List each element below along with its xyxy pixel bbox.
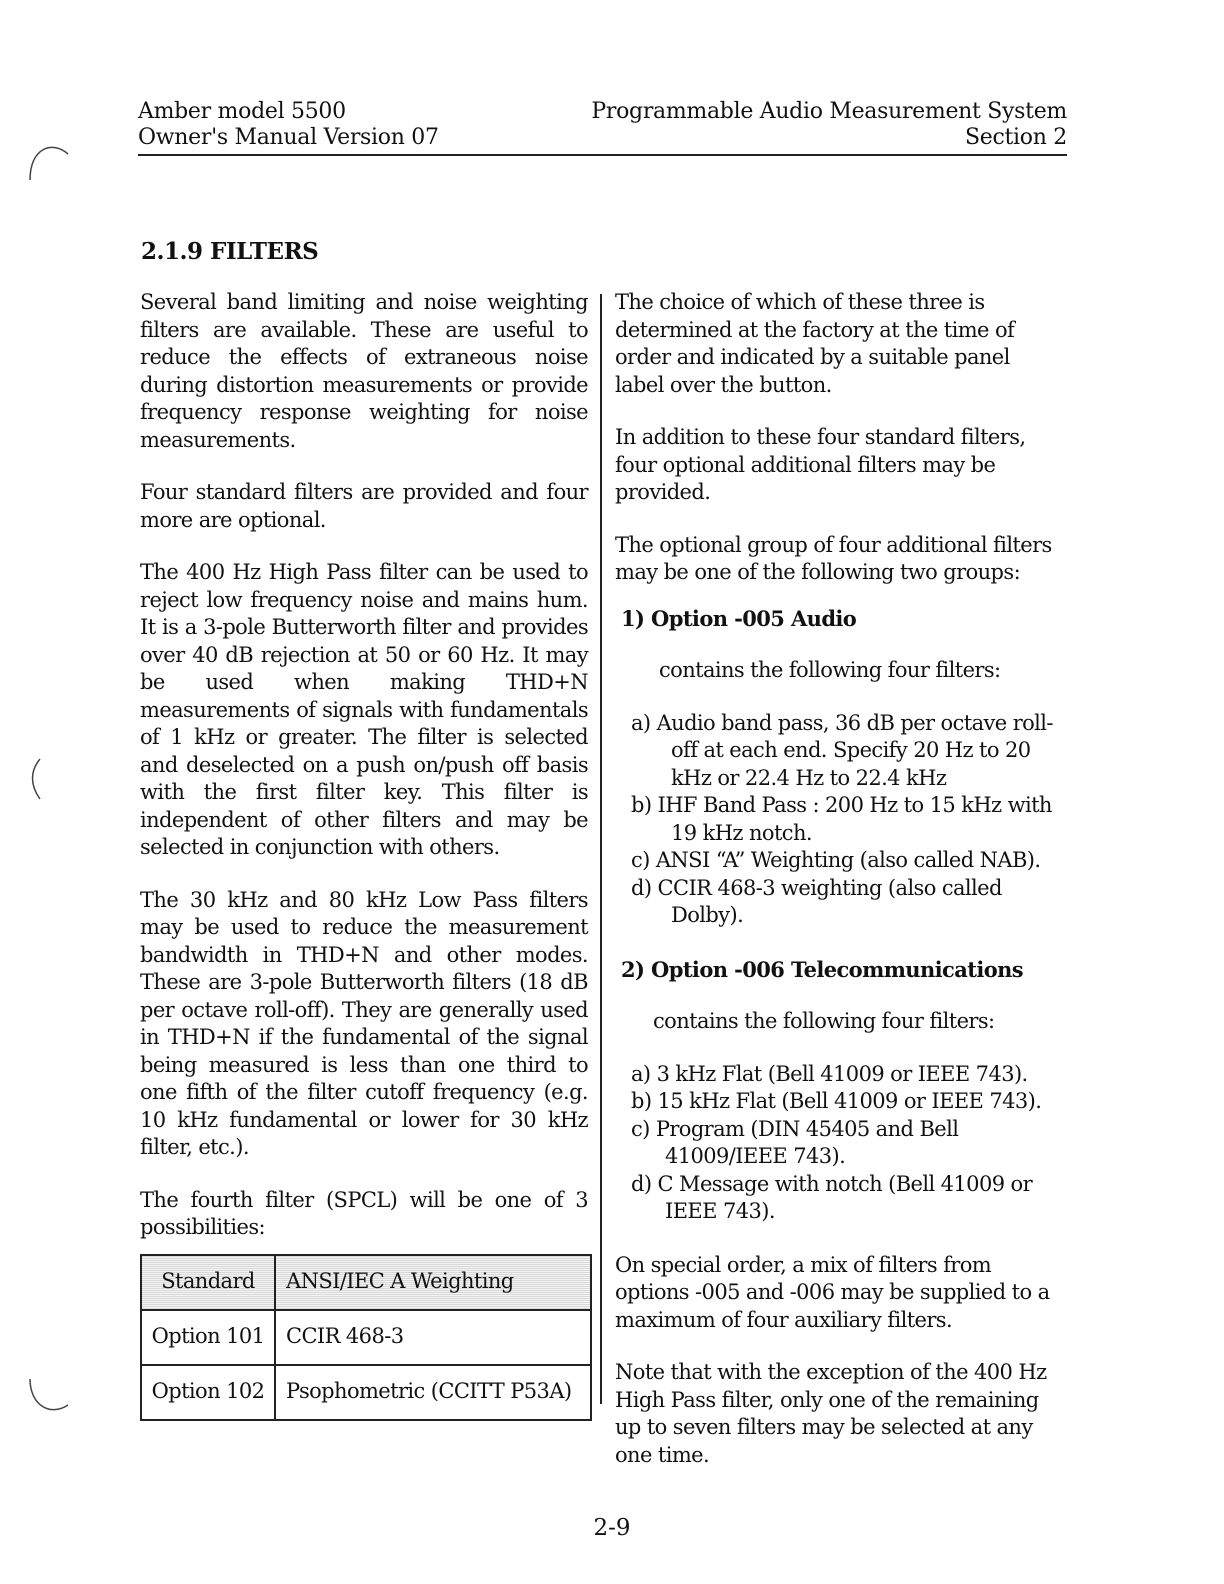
option-006-subheading: contains the following four filters:: [653, 1009, 995, 1033]
paragraph: On special order, a mix of filters from options -005 and -006 may be supplied to a maximum of four auxiliary filters.: [615, 1252, 1050, 1332]
paragraph: The fourth filter (SPCL) will be one of 3 possibilities:: [140, 1187, 588, 1239]
option-005-list: [615, 710, 1061, 930]
manual-model: Amber model 5500: [138, 99, 346, 124]
section-title: 2.1.9 FILTERS: [141, 238, 319, 265]
option-005-subheading: contains the following four filters:: [659, 658, 1001, 682]
table-cell-filter: Psophometric (CCITT P53A): [275, 1365, 591, 1420]
binder-hole-mark: [22, 755, 52, 805]
list-item: c) Program (DIN 45405 and Bell 41009/IEEE 743).: [631, 1116, 959, 1168]
header-left: [138, 99, 439, 151]
binder-hole-mark: [22, 140, 72, 190]
left-column: [140, 289, 588, 1421]
paragraph: Four standard filters are provided and four more are optional.: [140, 480, 588, 532]
list-item: d) CCIR 468-3 weighting (also called Dolby).: [631, 875, 1002, 927]
manual-version: Owner's Manual Version 07: [138, 125, 439, 150]
section-label: Section 2: [965, 125, 1067, 150]
table-cell-filter: CCIR 468-3: [275, 1310, 591, 1365]
system-name: Programmable Audio Measurement System: [591, 99, 1067, 124]
list-item: a) Audio band pass, 36 dB per octave roll-off at each end. Specify 20 Hz to 20 kHz or 22.4 Hz to 22.4 kHz: [631, 710, 1053, 790]
option-005-heading: 1) Option -005 Audio: [621, 605, 857, 631]
paragraph: Note that with the exception of the 400 Hz High Pass filter, only one of the remaining up to seven filters may be selected at any one time.: [615, 1360, 1047, 1467]
header-rule: [138, 154, 1067, 156]
column-divider: [600, 294, 602, 1404]
table-cell-option: Option 102: [141, 1365, 275, 1420]
paragraph: The choice of which of these three is determined at the factory at the time of order and indicated by a suitable panel label over the button.: [615, 290, 1015, 397]
table-cell-option: Standard: [141, 1255, 275, 1310]
table-cell-option: Option 101: [141, 1310, 275, 1365]
list-item: d) C Message with notch (Bell 41009 or IEEE 743).: [631, 1171, 1033, 1223]
paragraph: Several band limiting and noise weighting filters are available. These are useful to reduce the effects of extraneous noise during distortion measurements or provide frequency response weighting for noise measurements.: [140, 290, 588, 452]
binder-hole-mark: [22, 1375, 72, 1420]
list-item: a) 3 kHz Flat (Bell 41009 or IEEE 743).: [631, 1061, 1028, 1086]
list-item: b) IHF Band Pass : 200 Hz to 15 kHz with 19 kHz notch.: [631, 793, 1052, 845]
table-row: [141, 1255, 591, 1310]
page-number: 2-9: [593, 1515, 631, 1541]
right-column: [615, 289, 1061, 1494]
table-cell-filter: ANSI/IEC A Weighting: [275, 1255, 591, 1310]
paragraph: In addition to these four standard filters, four optional additional filters may be provided.: [615, 425, 1026, 504]
option-006-heading: 2) Option -006 Telecommunications: [621, 956, 1023, 982]
spcl-filter-table: [140, 1254, 592, 1421]
table-row: [141, 1310, 591, 1365]
paragraph: The 400 Hz High Pass filter can be used to reject low frequency noise and mains hum. It is a 3-pole Butterworth filter and provides over 40 dB rejection at 50 or 60 Hz. It may be used when making THD+N measurements of signals with fundamentals of 1 kHz or greater. The filter is selected and deselected on a push on/push off basis with the first filter key. This filter is independent of other filters and may be selected in conjunction with others.: [140, 560, 588, 859]
option-006-list: [615, 1061, 1061, 1226]
paragraph: The optional group of four additional filters may be one of the following two groups:: [615, 532, 1052, 584]
list-item: b) 15 kHz Flat (Bell 41009 or IEEE 743).: [631, 1089, 1042, 1113]
header-right: [591, 99, 1067, 151]
list-item: c) ANSI “A” Weighting (also called NAB).: [631, 848, 1041, 872]
paragraph: The 30 kHz and 80 kHz Low Pass filters may be used to reduce the measurement bandwidth in THD+N and other modes. These are 3-pole Butterworth filters (18 dB per octave roll-off). They are generally used in THD+N if the fundamental of the signal being measured is less than one third to one fifth of the filter cutoff frequency (e.g. 10 kHz fundamental or lower for 30 kHz filter, etc.).: [140, 887, 588, 1159]
table-row: [141, 1365, 591, 1420]
